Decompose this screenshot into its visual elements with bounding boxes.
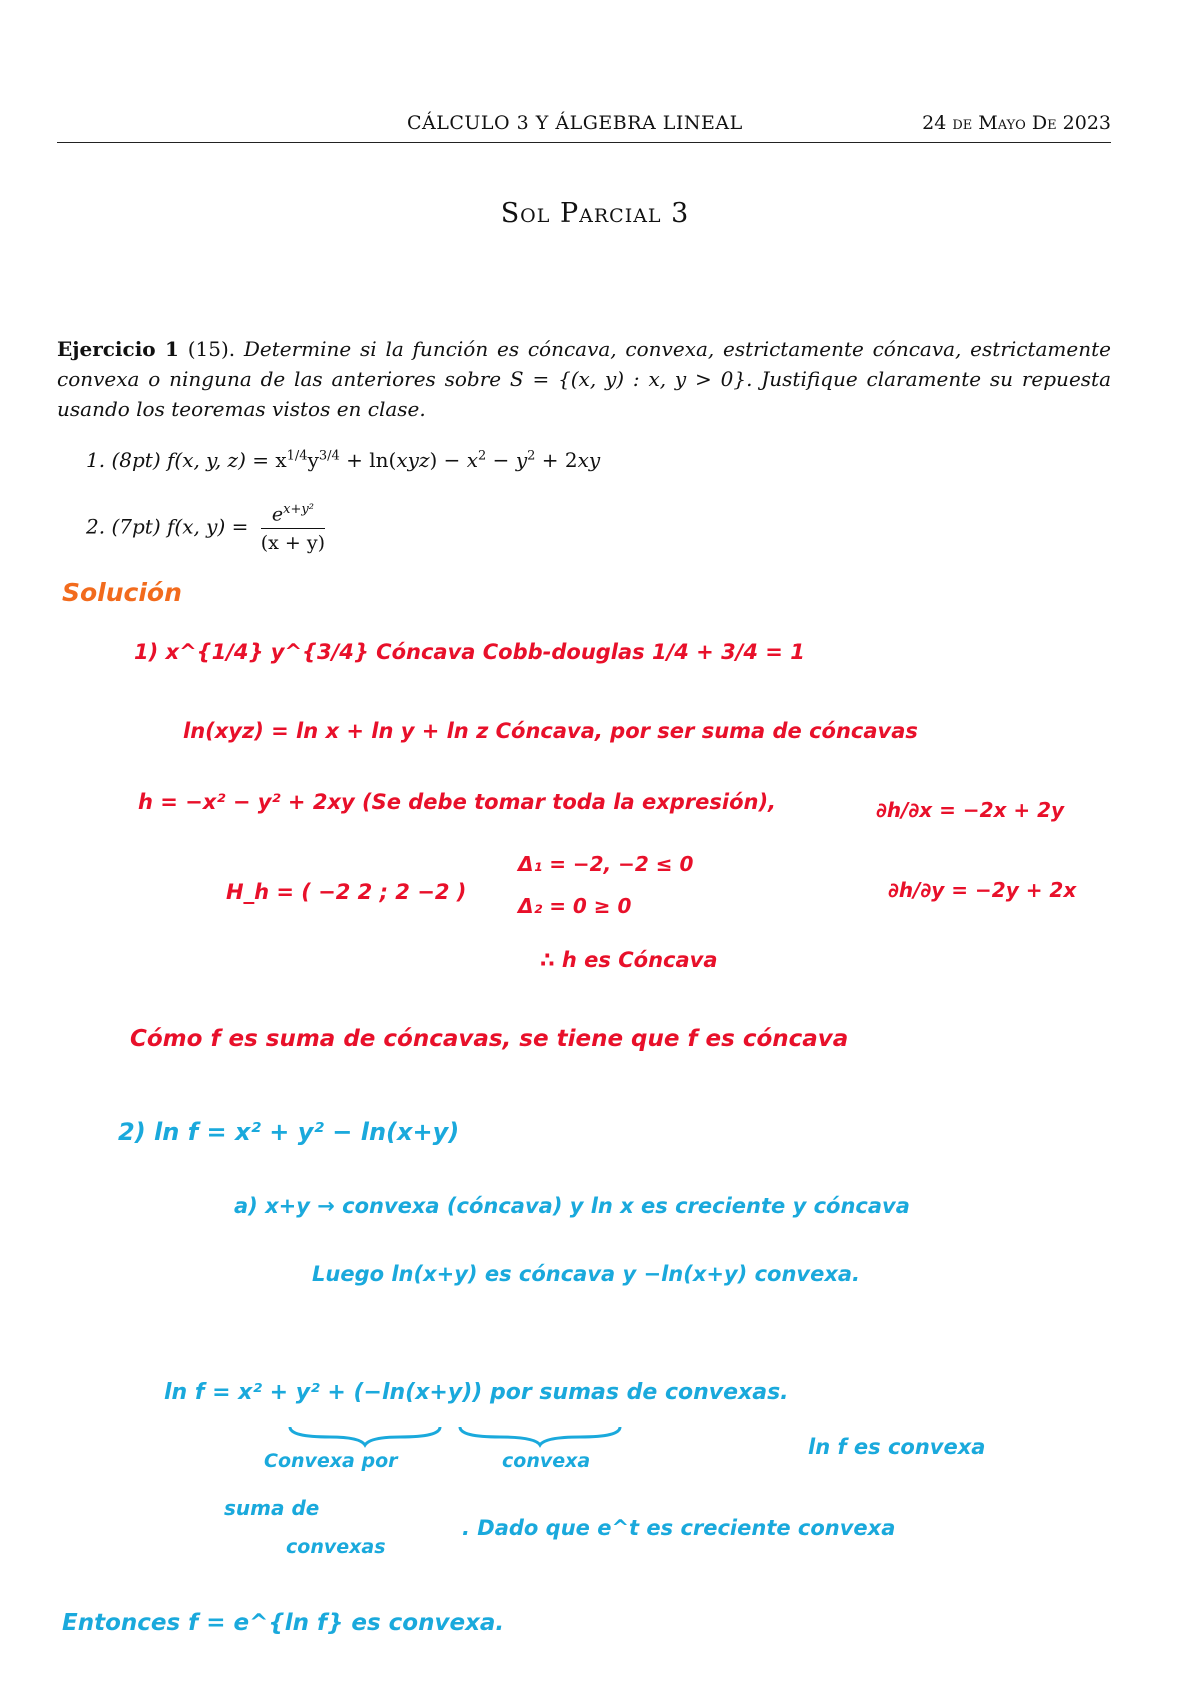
handwritten-line: convexa (502, 1450, 591, 1472)
course-title: CÁLCULO 3 Y ÁLGEBRA LINEAL (407, 112, 743, 134)
fraction-denominator: (x + y) (260, 532, 326, 555)
handwritten-line: Δ₁ = −2, −2 ≤ 0 (518, 852, 694, 876)
handwritten-line: suma de (224, 1496, 320, 1520)
exercise-label: Ejercicio 1 (57, 337, 179, 361)
handwritten-line: 2) ln f = x² + y² − ln(x+y) (118, 1118, 460, 1146)
item-number: 2. (86, 514, 106, 539)
handwritten-line: ∂h/∂x = −2x + 2y (876, 798, 1065, 822)
handwritten-line: Luego ln(x+y) es cóncava y −ln(x+y) convexa. (312, 1262, 861, 1286)
fraction-numerator: $e^{x+y^2}$ (261, 502, 325, 529)
handwritten-line: ∂h/∂y = −2y + 2x (888, 878, 1077, 902)
handwritten-line: Entonces f = e^{ln f} es convexa. (62, 1610, 505, 1636)
header-date: 24 de Mayo De 2023 (922, 112, 1111, 134)
item-lhs: f(x, y) = (166, 514, 249, 539)
underbrace-right (460, 1427, 620, 1445)
item-lhs: f(x, y, z) = (166, 448, 269, 472)
underbrace-left (290, 1427, 440, 1445)
handwritten-line: Convexa por (264, 1450, 398, 1472)
handwritten-line: Cómo f es suma de cóncavas, se tiene que f es cóncava (130, 1026, 849, 1052)
handwritten-line: h = −x² − y² + 2xy (Se debe tomar toda la expresión), (138, 790, 777, 814)
item-points: (8pt) (111, 448, 161, 472)
handwritten-line: 1) x^{1/4} y^{3/4} Cóncava Cobb-douglas 1/4 + 3/4 = 1 (134, 640, 805, 664)
handwritten-line: Δ₂ = 0 ≥ 0 (518, 894, 632, 918)
hessian-matrix: H_h = ( −2 2 ; 2 −2 ) (226, 880, 467, 904)
handwritten-line: a) x+y → convexa (cóncava) y ln x es creciente y cóncava (234, 1194, 910, 1218)
exercise-text: Determine si la función es cóncava, convexa, estrictamente cóncava, estrictamente convexa o ninguna de las anteriores sobre S = {(x, y) : x, y > 0}. Justifique claramente su repuesta usando los teoremas vistos en clase. (57, 337, 1111, 421)
handwritten-line: . Dado que e^t es creciente convexa (462, 1516, 896, 1540)
item-1-formula: $x^{1/4}y^{3/4} + \ln(xyz) - x^2 - y^2 + 2xy$ (275, 448, 601, 472)
document-title: Sol Parcial 3 (500, 198, 690, 229)
handwritten-line: convexas (286, 1536, 386, 1558)
item-points: (7pt) (111, 514, 161, 539)
handwritten-line: ln f es convexa (808, 1435, 986, 1459)
handwritten-line: ln(xyz) = ln x + ln y + ln z Cóncava, por ser suma de cóncavas (183, 719, 918, 743)
handwritten-line: ∴ h es Cóncava (540, 948, 718, 972)
item-number: 1. (86, 448, 106, 472)
exercise-points: (15). (187, 337, 236, 361)
solution-heading: Solución (62, 578, 182, 607)
handwritten-line: ln f = x² + y² + (−ln(x+y)) por sumas de convexas. (164, 1380, 789, 1405)
